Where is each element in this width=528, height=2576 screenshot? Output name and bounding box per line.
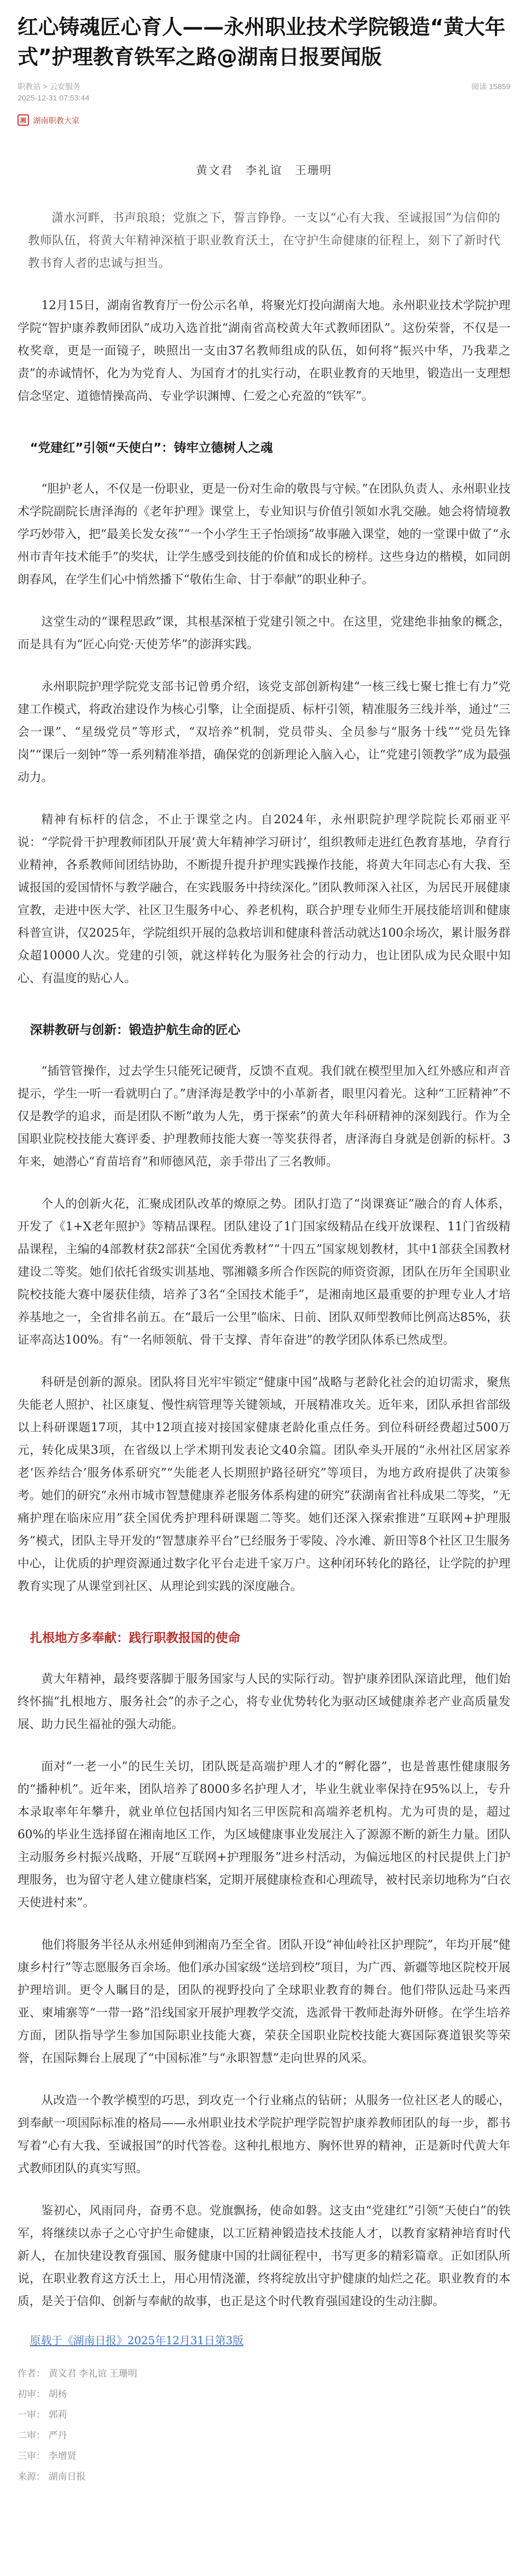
footer-row bbox=[18, 2363, 510, 2384]
meta-timestamp: 2025-12-31 07:53:44 bbox=[18, 94, 90, 103]
footer-value: 李增贤 bbox=[48, 2451, 76, 2461]
footer-value: 湖南日报 bbox=[48, 2471, 86, 2482]
footer-label: 作者： bbox=[18, 2368, 45, 2379]
footer-value: 胡杨 bbox=[48, 2389, 67, 2399]
intro-block bbox=[18, 207, 510, 275]
section-heading: 扎根地方多奉献：践行职教报国的使命 bbox=[30, 1631, 240, 1645]
section-paragraph: 黄大年精神，最终要落脚于服务国家与人民的实际行动。智护康养团队深谙此理，他们始终怀揣“扎根地方、服务社会”的赤子之心，将专业优势转化为驱动区域健康养老产业高质量发展、助力民生福祉的强大动能。 bbox=[18, 1672, 510, 1731]
meta-views: 阅读 15859 bbox=[471, 82, 510, 91]
section-paragraph: 精神有标杆的信念，不止于课堂之内。自2024年，永州职院护理学院院长邓丽亚平说：“学院骨干护理教师团队开展‘黄大年精神学习研讨’，组织教师走进红色教育基地，孕育行业精神，各系教师间团结协助，不断提升提升护理实践操作技能，将黄大年同志心有大我、至诚报国的爱国情怀与教学融合，在实践服务中持续深化。”团队教师深入社区，为居民开展健康宣教，走进中医大学、社区卫生服务中心、养老机构，联合护理专业师生开展技能培训和健康科普宣讲，仅2025年，学院组织开展的急救培训和健康科普活动就达100余场次，累计服务群众超10000人次。党建的引领，就这样转化为服务社会的行动力，也让团队成为民众眼中知心、有温度的贴心人。 bbox=[18, 813, 510, 985]
section-teaching-research bbox=[18, 1021, 510, 1598]
footer-label: 来源： bbox=[18, 2471, 45, 2482]
section-paragraph: “胆护老人，不仅是一份职业，更是一份对生命的敬畏与守候。”在团队负责人、永州职业技术学院副院长唐泽海的《老年护理》课堂上，专业知识与价值引领如水乳交融。她会将情境教学巧妙带入，把“最美长发女孩”“一个小学生王子怡颂扬”故事融入课堂，她的一堂课中做了“永州市青年技术能手”的奖状，让学生感受到技能的价值和成长的榜样。这些身边的楷模，如同朗朗春风，在学生们心中悄然播下“敬佑生命、甘于奉献”的职业种子。 bbox=[18, 482, 510, 586]
section-local-service bbox=[18, 1629, 510, 2313]
intro-paragraph: 潇水河畔，书声琅琅；党旗之下，誓言铮铮。一支以“心有大我、至诚报国”为信仰的教师队伍，将黄大年精神深植于职业教育沃土，在守护生命健康的征程上，刻下了新时代教书育人者的忠诚与担当。 bbox=[28, 211, 500, 270]
footer-label: 二审： bbox=[18, 2430, 45, 2441]
footer-row bbox=[18, 2446, 510, 2466]
section-paragraph: 这堂生动的“课程思政”课，其根基深植于党建引领之中。在这里，党建绝非抽象的概念，而是具有为“匠心向党·天使芳华”的澎湃实践。 bbox=[18, 615, 510, 651]
brand-name: 湖南职教大家 bbox=[33, 116, 80, 125]
section-heading: 深耕教研与创新：锻造护航生命的匠心 bbox=[30, 1023, 240, 1037]
meta-org[interactable]: 职教站 > 云安服务 bbox=[18, 82, 81, 91]
footer-label: 一审： bbox=[18, 2410, 45, 2420]
footer-row bbox=[18, 2384, 510, 2404]
section-practice bbox=[18, 808, 510, 990]
section-paragraph: 面对“一老一小”的民生关切，团队既是高端护理人才的“孵化器”，也是普惠性健康服务的“播种机”。近年来，团队培养了8000多名护理人才，毕业生就业率保持在95%以上，专升本录取率年年攀升，就业单位包括国内知名三甲医院和高端养老机构。尤为可贵的是，超过60%的毕业生选择留在湘南地区工作，为区域健康事业发展注入了源源不断的新生力量。团队主动服务乡村振兴战略，开展“互联网+护理服务”进乡村活动，为偏远地区的村民提供上门护理服务，也为留守老人建立健康档案，定期开展健康检查和心理疏导，被村民亲切地称为“白衣天使进村来”。 bbox=[18, 1760, 510, 1909]
section-paragraph: 科研是创新的源泉。团队将目光牢牢锁定“健康中国”战略与老龄化社会的迫切需求，聚焦失能老人照护、社区康复、慢性病管理等关键领域，开展精准攻关。近年来，团队承担省部级以上科研课题17项，其中12项直接对接国家健康老龄化重点任务。到位科研经费超过500万元，转化成果3项，在省级以上学术期刊发表论文40余篇。团队牵头开展的“永州社区居家养老‘医养结合’服务体系研究”“失能老人长期照护路径研究”等项目，为地方政府提供了决策参考。她们的研究“永州市城市智慧健康养老服务体系构建的研究”获湖南省社科成果二等奖，“无痛护理在临床应用”获全国优秀护理科研课题二等奖。她们还深入探索推进“互联网+护理服务”模式，团队主导开发的“智慧康养平台”已经服务于零陵、冷水滩、新田等8个社区卫生服务中心，让优质的护理资源通过数字化平台走进千家万户。这种闭环转化的路径，让学院的护理教育实现了从课堂到社区、从理论到实践的深度融合。 bbox=[18, 1376, 510, 1593]
article-title: 红心铸魂匠心育人——永州职业技术学院锻造“黄大年式”护理教育铁军之路@湖南日报要闻版 bbox=[18, 15, 506, 69]
lead-paragraph: 12月15日，湖南省教育厅一份公示名单，将聚光灯投向湖南大地。永州职业技术学院护理学院“智护康养教师团队”成功入选首批“湖南省高校黄大年式教师团队”。这份荣誉，不仅是一枚奖章，更是一面镜子，映照出一支由37名教师组成的队伍，如何将“振兴中华，乃我辈之责”的赤诚情怀，化为为党育人、为国育才的扎实行动，在职业教育的天地里，锻造出一支理想信念坚定、道德情操高尚、专业学识渊博、仁爱之心充盈的“铁军”。 bbox=[18, 299, 510, 403]
article-footer bbox=[18, 2363, 510, 2487]
footer-row bbox=[18, 2466, 510, 2487]
section-party-building bbox=[18, 438, 510, 789]
article-meta bbox=[18, 81, 510, 104]
section-paragraph: 他们将服务半径从永州延伸到湘南乃至全省。团队开设“神仙岭社区护理院”，年均开展“健康乡村行”等志愿服务百余场。他们承办国家级“送培到校”项目，为广西、新疆等地区院校开展护理培训。更令人瞩目的是，团队的视野投向了全球职业教育的舞台。他们带队远赴马来西亚、柬埔寨等“一带一路”沿线国家开展护理教学交流，选派骨干教师赴海外研修。在学生培养方面，团队指导学生参加国际职业技能大赛，荣获全国职业院校技能大赛国际赛道银奖等荣誉，在国际舞台上展现了“中国标准”与“永职智慧”走向世界的风采。 bbox=[18, 1938, 510, 2065]
section-paragraph: 个人的创新火花，汇聚成团队改革的燎原之势。团队打造了“岗课赛证”融合的育人体系，开发了《1+X老年照护》等精品课程。团队建设了1门国家级精品在线开放课程、11门省级精品课程，主编的4部教材获2部获“全国优秀教材”“十四五”国家规划教材，其中1部获全国教材建设二等奖。她们依托省级实训基地、鄂湘赣多所合作医院的师资资源，团队在历年全国职业院校技能大赛中屡获佳绩，培养了3名“全国技术能手”，是湘南地区最重要的护理专业人才培养基地之一，全省排名前五。在“最后一公里”临床、日前、团队双师型教师比例高达85%，获证率高达100%。有“一名师领航、骨干支撑、青年奋进”的教学团队体系已然成型。 bbox=[18, 1197, 510, 1347]
brand-logo-icon: 湘 bbox=[18, 114, 29, 126]
article-authors: 黄文君 李礼谊 王珊明 bbox=[195, 164, 332, 177]
footer-label: 三审： bbox=[18, 2451, 45, 2461]
footer-row bbox=[18, 2425, 510, 2446]
source-link[interactable]: 原载于《湖南日报》2025年12月31日第3版 bbox=[30, 2334, 244, 2347]
lead-block bbox=[18, 294, 510, 408]
section-paragraph: 永州职院护理学院党支部书记曾勇介绍，该党支部创新构建“一核三线七聚七推七有力”党建工作模式，将政治建设作为核心引擎，让全面提质、标杆引领，精准服务三线并举，通过“三会一课”、“星级党员”等形式，“双培养”机制，党员带头、全员参与“服务十线”“党员先锋岗”“课后一刻钟”等一系列精准举措，确保党的创新理论入脑入心，让“党建引领教学”成为最强动力。 bbox=[18, 680, 510, 784]
brand-bar[interactable] bbox=[18, 114, 510, 126]
footer-value: 严丹 bbox=[48, 2430, 67, 2441]
section-paragraph: 鉴初心，风雨同舟，奋勇不息。党旗飘扬，使命如磐。这支由“党建红”引领“天使白”的铁军，将继续以赤子之心守护生命健康，以工匠精神锻造技术技能人才，以教育家精神培育时代新人，在加快建设教育强国、服务健康中国的壮阔征程中，书写更多的精彩篇章。正如团队所说，在职业教育这方沃土上，用心用情浇灌，终将绽放出守护健康的灿烂之花。职业教育的本质，是关于信仰、创新与奉献的故事，也正是这个时代教育强国建设的生动注脚。 bbox=[18, 2204, 510, 2308]
section-paragraph: 从改造一个教学模型的巧思，到攻克一个行业痛点的钻研；从服务一位社区老人的暖心，到奉献一项国际标准的格局——永州职业技术学院护理学院智护康养教师团队的每一步，都书写着“心有大我、至诚报国”的时代答卷。这种扎根地方、胸怀世界的精神，正是新时代黄大年式教师团队的真实写照。 bbox=[18, 2094, 510, 2175]
section-paragraph: “插管管操作，过去学生只能死记硬背，反馈不直观。我们就在模型里加入红外感应和声音提示，学生一听一看就明白了。”唐泽海是教学中的小革新者，眼里闪着光。这种“工匠精神”不仅是教学的追求，而是团队不断“敢为人先，勇于探索”的黄大年科研精神的深刻践行。作为全国职业院校技能大赛评委、护理教师技能大赛一等奖获得者，唐泽海自身就是创新的标杆。3年来，她潜心“育苗培育”和师德风范，亲手带出了三名教师。 bbox=[18, 1064, 510, 1168]
footer-label: 初审： bbox=[18, 2389, 45, 2399]
footer-value: 郭莉 bbox=[48, 2410, 67, 2420]
footer-row bbox=[18, 2404, 510, 2425]
footer-value: 黄文君 李礼谊 王珊明 bbox=[48, 2368, 138, 2379]
section-heading: “党建红”引领“天使白”：铸牢立德树人之魂 bbox=[30, 440, 273, 455]
